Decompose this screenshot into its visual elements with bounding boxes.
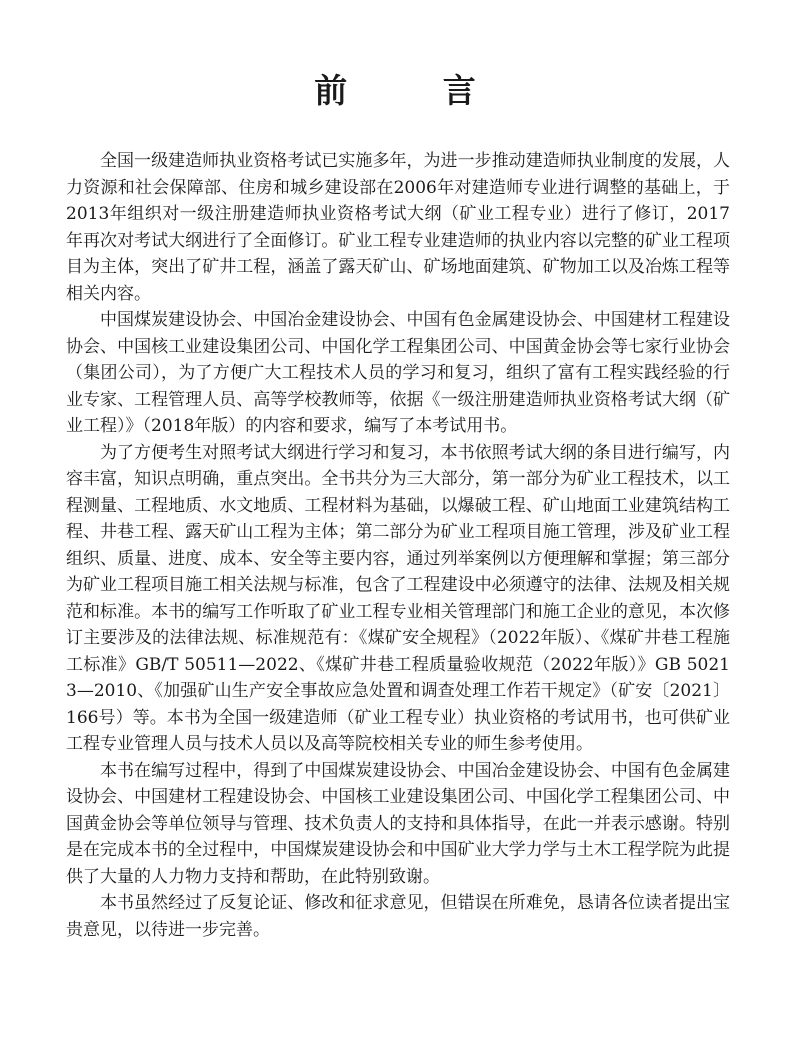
page-title: 前 言 xyxy=(314,71,518,110)
paragraph-3: 为了方便考生对照考试大纲进行学习和复习，本书依照考试大纲的条目进行编写，内容丰富，知识点明确，重点突出。全书共分为三大部分，第一部分为矿业工程技术，以工程测量、工程地质、水文地质、工程材料为基础，以爆破工程、矿山地面工业建筑结构工程、井巷工程、露天矿山工程为主体；第二部分为矿业工程项目施工管理，涉及矿业工程组织、质量、进度、成本、安全等主要内容，通过列举案例以方便理解和掌握；第三部分为矿业工程项目施工相关法规与标准，包含了工程建设中必须遵守的法律、法规及相关规范和标准。本书的编写工作听取了矿业工程专业相关管理部门和施工企业的意见，本次修订主要涉及的法律法规、标准规范有：《煤矿安全规程》（2022年版）、《煤矿井巷工程施工标准》GB/T 50511—2022、《煤矿井巷工程质量验收规范（2022年版）》GB 50213—2010、《加强矿山生产安全事故应急处置和调查处理工作若干规定》（矿安〔2021〕166号）等。本书为全国一级建造师（矿业工程专业）执业资格的考试用书，也可供矿业工程专业管理人员与技术人员以及高等院校相关专业的师生参考使用。 xyxy=(66,442,730,754)
paragraph-2: 中国煤炭建设协会、中国冶金建设协会、中国有色金属建设协会、中国建材工程建设协会、中国核工业建设集团公司、中国化学工程集团公司、中国黄金协会等七家行业协会（集团公司），为了方便广大工程技术人员的学习和复习，组织了富有工程实践经验的行业专家、工程管理人员、高等学校教师等，依据《一级注册建造师执业资格考试大纲（矿业工程）》（2018年版）的内容和要求，编写了本考试用书。 xyxy=(66,310,730,436)
paragraph-1: 全国一级建造师执业资格考试已实施多年，为进一步推动建造师执业制度的发展，人力资源和社会保障部、住房和城乡建设部在2006年对建造师专业进行调整的基础上，于2013年组织对一级注册建造师执业资格考试大纲（矿业工程专业）进行了修订，2017年再次对考试大纲进行了全面修订。矿业工程专业建造师的执业内容以完整的矿业工程项目为主体，突出了矿井工程，涵盖了露天矿山、矿场地面建筑、矿物加工以及冶炼工程等相关内容。 xyxy=(66,151,730,304)
paragraph-5: 本书虽然经过了反复论证、修改和征求意见，但错误在所难免，恳请各位读者提出宝贵意见，以待进一步完善。 xyxy=(66,893,730,940)
preface-body xyxy=(66,148,730,943)
paragraph-4: 本书在编写过程中，得到了中国煤炭建设协会、中国冶金建设协会、中国有色金属建设协会、中国建材工程建设协会、中国核工业建设集团公司、中国化学工程集团公司、中国黄金协会等单位领导与管理、技术负责人的支持和具体指导，在此一并表示感谢。特别是在完成本书的全过程中，中国煤炭建设协会和中国矿业大学力学与土木工程学院为此提供了大量的人力物力支持和帮助，在此特别致谢。 xyxy=(66,760,730,887)
